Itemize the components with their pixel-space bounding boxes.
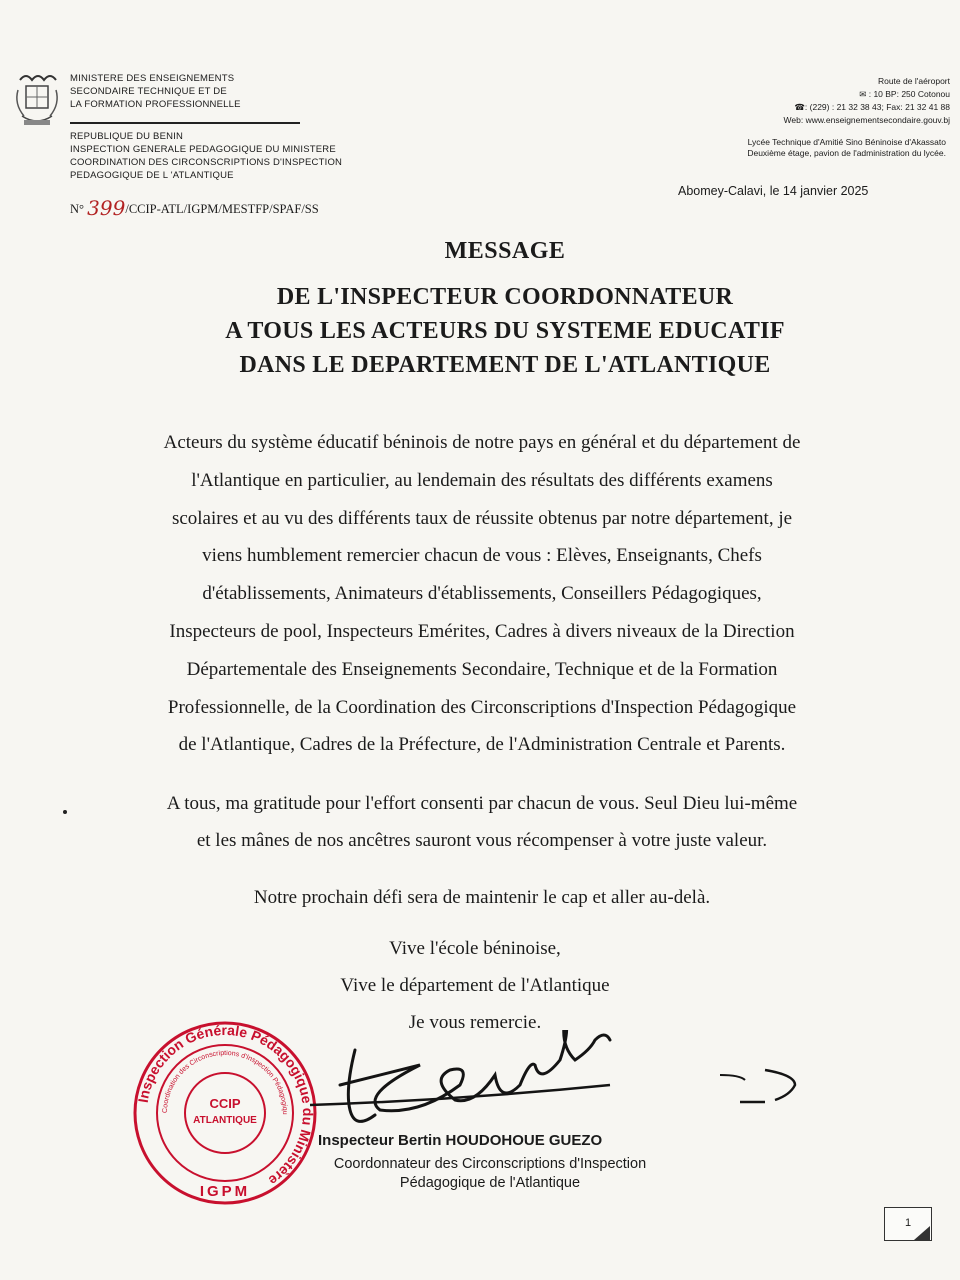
document-subtitle-line: DE L'INSPECTEUR COORDONNATEUR [276, 284, 734, 310]
handwritten-signature [300, 1030, 820, 1140]
signatory-name: Inspecteur Bertin HOUDOHOUE GUEZO [318, 1132, 603, 1149]
text-line: et les mânes de nos ancêtres sauront vous récompenser à votre juste valeur. [196, 830, 768, 851]
ministry-line: LA FORMATION PROFESSIONNELLE [70, 99, 241, 110]
text-line: Inspecteurs de pool, Inspecteurs Emérites, Cadres à divers niveaux de la Direction [169, 620, 795, 642]
place-and-date: Abomey-Calavi, le 14 janvier 2025 [678, 184, 869, 198]
address-line: ☎: (229) : 21 32 38 43; Fax: 21 32 41 88 [794, 102, 950, 112]
document-title: MESSAGE [444, 238, 566, 264]
reference-prefix: N° [70, 202, 85, 216]
stamp-outer-text: Inspection Générale Pédagogique du Ministère [134, 1021, 317, 1190]
reference-value: 399 [87, 196, 126, 220]
ministry-line: MINISTERE DES ENSEIGNEMENTS [70, 73, 235, 84]
text-line: d'établissements, Animateurs d'établissements, Conseillers Pédagogiques, [202, 583, 762, 605]
stamp-center-text: ATLANTIQUE [193, 1115, 257, 1126]
text-line: l'Atlantique en particulier, au lendemain des résultats des différents examens [191, 469, 773, 491]
margin-dot [63, 810, 67, 814]
inspection-block [70, 130, 342, 182]
contact-address [784, 75, 950, 127]
reference-number [70, 194, 319, 218]
header-divider [70, 122, 300, 124]
text-line: Départementale des Enseignements Secondaire, Technique et de la Formation [186, 658, 778, 680]
text-line: scolaires et au vu des différents taux de réussite obtenus par notre département, je [171, 507, 793, 529]
text-line: Professionnelle, de la Coordination des Circonscriptions d'Inspection Pédagogique [167, 696, 797, 718]
address-line: ✉ : 10 BP: 250 Cotonou [859, 89, 950, 99]
signatory-title-line: Coordonnateur des Circonscriptions d'Inspection [333, 1156, 647, 1172]
closing-line: Vive le département de l'Atlantique [340, 975, 610, 996]
document-subtitle-line: A TOUS LES ACTEURS DU SYSTEME EDUCATIF [225, 318, 785, 344]
paragraph-gratitude [92, 785, 872, 859]
closing-line: Vive l'école béninoise, [389, 938, 561, 959]
paragraph-thanks [92, 424, 872, 764]
text-line: A tous, ma gratitude pour l'effort consenti par chacun de vous. Seul Dieu lui-même [166, 793, 798, 814]
office-location [747, 137, 946, 159]
stamp-inner-text: Coordination des Circonscriptions d'Inspection Pédagogiqu [161, 1049, 289, 1115]
republic-name: REPUBLIQUE DU BENIN [70, 131, 184, 142]
inspection-line: PEDAGOGIQUE DE L 'ATLANTIQUE [70, 170, 234, 181]
page-number: 1 [884, 1207, 932, 1241]
coat-of-arms-emblem [12, 70, 62, 132]
inspection-line: COORDINATION DES CIRCONSCRIPTIONS D'INSPECTION [70, 157, 343, 168]
text-line: Acteurs du système éducatif béninois de notre pays en général et du département de [163, 432, 801, 453]
text-line: de l'Atlantique, Cadres de la Préfecture, de l'Administration Centrale et Parents. [178, 734, 786, 756]
stamp-bottom-text: IGPM [199, 1183, 251, 1200]
location-line: Deuxième étage, pavion de l'administration du lycée. [747, 148, 946, 158]
text-line: viens humblement remercier chacun de vous : Elèves, Enseignants, Chefs [202, 545, 762, 567]
location-line: Lycée Technique d'Amitié Sino Béninoise d'Akassato [747, 137, 946, 147]
ministry-name [70, 72, 241, 111]
page-fold-icon [914, 1226, 930, 1240]
signatory-title-line: Pédagogique de l'Atlantique [399, 1175, 581, 1191]
inspection-line: INSPECTION GENERALE PEDAGOGIQUE DU MINISTERE [70, 144, 336, 155]
address-line: Web: www.enseignementsecondaire.gouv.bj [783, 115, 950, 125]
stamp-center-text: CCIP [209, 1096, 241, 1111]
reference-suffix: /CCIP-ATL/IGPM/MESTFP/SPAF/SS [125, 202, 319, 216]
closing-line: Je vous remercie. [408, 1012, 542, 1033]
paragraph-challenge: Notre prochain défi sera de maintenir le cap et aller au-delà. [253, 887, 711, 908]
address-line: Route de l'aéroport [877, 76, 950, 86]
ministry-line: SECONDAIRE TECHNIQUE ET DE [70, 86, 227, 97]
document-subtitle-line: DANS LE DEPARTEMENT DE L'ATLANTIQUE [239, 352, 771, 378]
